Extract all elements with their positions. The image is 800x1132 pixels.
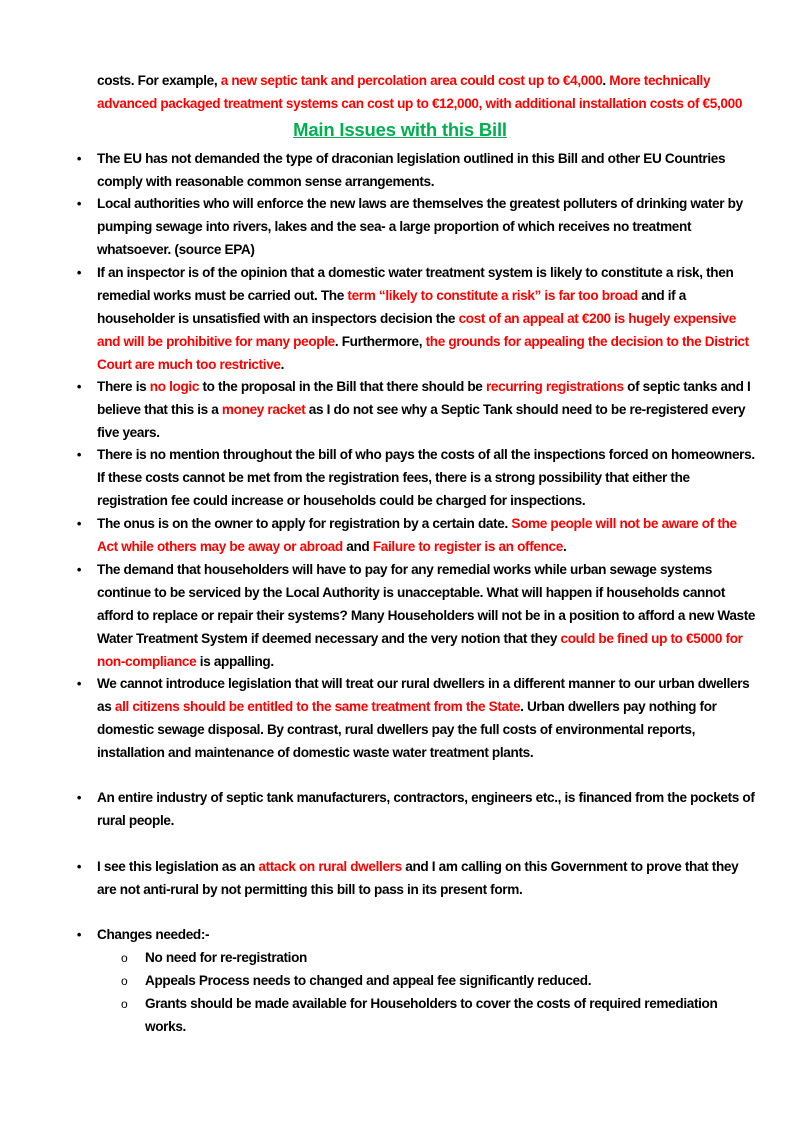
item-text: An entire industry of septic tank manufacturers, contractors, engineers etc., is financed from the pockets of rural people.	[97, 790, 755, 828]
item-text: of septic tanks and I believe that this is a	[97, 379, 751, 417]
item-text: If an inspector is of the opinion that a domestic water treatment system is likely to constitute a risk, then remedial works must be carried out. The	[97, 265, 734, 303]
bullet-icon: •	[76, 447, 82, 462]
list-item	[76, 673, 757, 765]
item-text: Changes needed:-	[97, 927, 210, 942]
intro-text: .	[602, 73, 610, 88]
bullet-icon: •	[76, 151, 82, 166]
list-item	[76, 513, 757, 559]
item-text: to the proposal in the Bill that there should be	[199, 379, 486, 394]
highlighted-text: the grounds for appealing the decision to the District Court are much too restrictive	[97, 333, 749, 372]
item-text: and I am calling on this Government to prove that they are not anti-rural by not permitting this bill to pass in its present form.	[97, 859, 739, 897]
bullet-icon: •	[76, 516, 82, 531]
intro-paragraph	[97, 70, 757, 116]
item-text: The EU has not demanded the type of draconian legislation outlined in this Bill and other EU Countries comply with reasonable common sense arrangements.	[97, 151, 726, 189]
bullet-icon: •	[76, 379, 82, 394]
item-text: The onus is on the owner to apply for registration by a certain date.	[97, 516, 512, 531]
sub-item-text: No need for re-registration	[145, 950, 308, 965]
intro-text: costs. For example,	[97, 73, 221, 88]
highlighted-text: Failure to register is an offence	[372, 538, 563, 554]
item-text: Local authorities who will enforce the new laws are themselves the greatest polluters of drinking water by pumping sewage into rivers, lakes and the sea- a large proportion of which receives no treatment whatsoever. (source EPA)	[97, 196, 743, 257]
bullet-icon: •	[76, 859, 82, 874]
sub-item-text: Grants should be made available for Householders to cover the costs of required remediation works.	[145, 996, 718, 1034]
list-item	[76, 148, 757, 194]
highlighted-text: no logic	[149, 379, 200, 394]
item-text: I see this legislation as an	[97, 859, 259, 874]
item-text: The demand that householders will have to pay for any remedial works while urban sewage systems continue to be serviced by the Local Authority is unacceptable. What will happen if households cannot afford to replace or repair their systems? Many Householders will not be in a position to afford a new Waste Water Treatment System if deemed necessary and the very notion that they	[97, 562, 756, 646]
item-text: and	[342, 538, 373, 554]
item-text: There is no mention throughout the bill of who pays the costs of all the inspections forced on homeowners. If these costs cannot be met from the registration fees, there is a strong possibility that either the registration fee could increase or households could be charged for inspections.	[97, 447, 755, 508]
highlighted-text: attack on rural dwellers	[258, 859, 402, 874]
list-item	[76, 376, 757, 445]
intro-highlight: More technically advanced packaged treatment systems can cost up to €12,000, with additional installation costs of €5,000	[97, 73, 743, 111]
highlighted-text: recurring registrations	[485, 379, 624, 394]
sub-list-item	[121, 970, 745, 993]
item-text: and if a householder is unsatisfied with an inspectors decision the	[97, 287, 686, 326]
highlighted-text: all citizens should be entitled to the same treatment from the State	[114, 698, 521, 714]
item-text: We cannot introduce legislation that will treat our rural dwellers in a different manner to our urban dwellers as	[97, 676, 750, 714]
intro-highlight: a new septic tank and percolation area could cost up to €4,000	[220, 73, 603, 88]
highlighted-text: Some people will not be aware of the Act while others may be away or abroad	[97, 516, 737, 554]
item-text: is appalling.	[196, 653, 274, 669]
sub-list-item	[121, 993, 745, 1039]
list-item	[76, 924, 757, 947]
circle-bullet-icon: o	[121, 997, 128, 1011]
item-text: .	[562, 538, 567, 554]
sub-list-item	[121, 947, 745, 970]
item-text: . Furthermore,	[334, 333, 426, 349]
item-text: There is	[97, 379, 150, 394]
section-heading: Main Issues with this Bill	[293, 119, 507, 140]
bullet-icon: •	[76, 265, 82, 280]
sub-item-text: Appeals Process needs to changed and appeal fee significantly reduced.	[145, 973, 592, 988]
list-item	[76, 193, 757, 262]
item-text: . Urban dwellers pay nothing for domestic sewage disposal. By contrast, rural dwellers pay the full costs of environmental reports, installation and maintenance of domestic waste water treatment plants.	[97, 698, 717, 760]
item-text: .	[280, 356, 285, 372]
list-item	[76, 262, 757, 377]
bullet-icon: •	[76, 927, 82, 942]
list-item	[76, 856, 757, 902]
bullet-icon: •	[76, 676, 82, 691]
circle-bullet-icon: o	[121, 974, 128, 988]
bullet-icon: •	[76, 562, 82, 577]
item-text: as I do not see why a Septic Tank should need to be re-registered every five years.	[97, 401, 746, 440]
circle-bullet-icon: o	[121, 951, 128, 965]
bullet-icon: •	[76, 790, 82, 805]
list-item	[76, 559, 757, 674]
list-item	[76, 787, 757, 833]
highlighted-text: money racket	[221, 401, 306, 417]
highlighted-text: cost of an appeal at €200 is hugely expensive and will be prohibitive for many people	[97, 310, 736, 349]
highlighted-text: term “likely to constitute a risk” is far too broad	[347, 287, 638, 303]
highlighted-text: could be fined up to €5000 for non-compliance	[97, 630, 743, 669]
bullet-icon: •	[76, 196, 82, 211]
list-item	[76, 444, 757, 513]
